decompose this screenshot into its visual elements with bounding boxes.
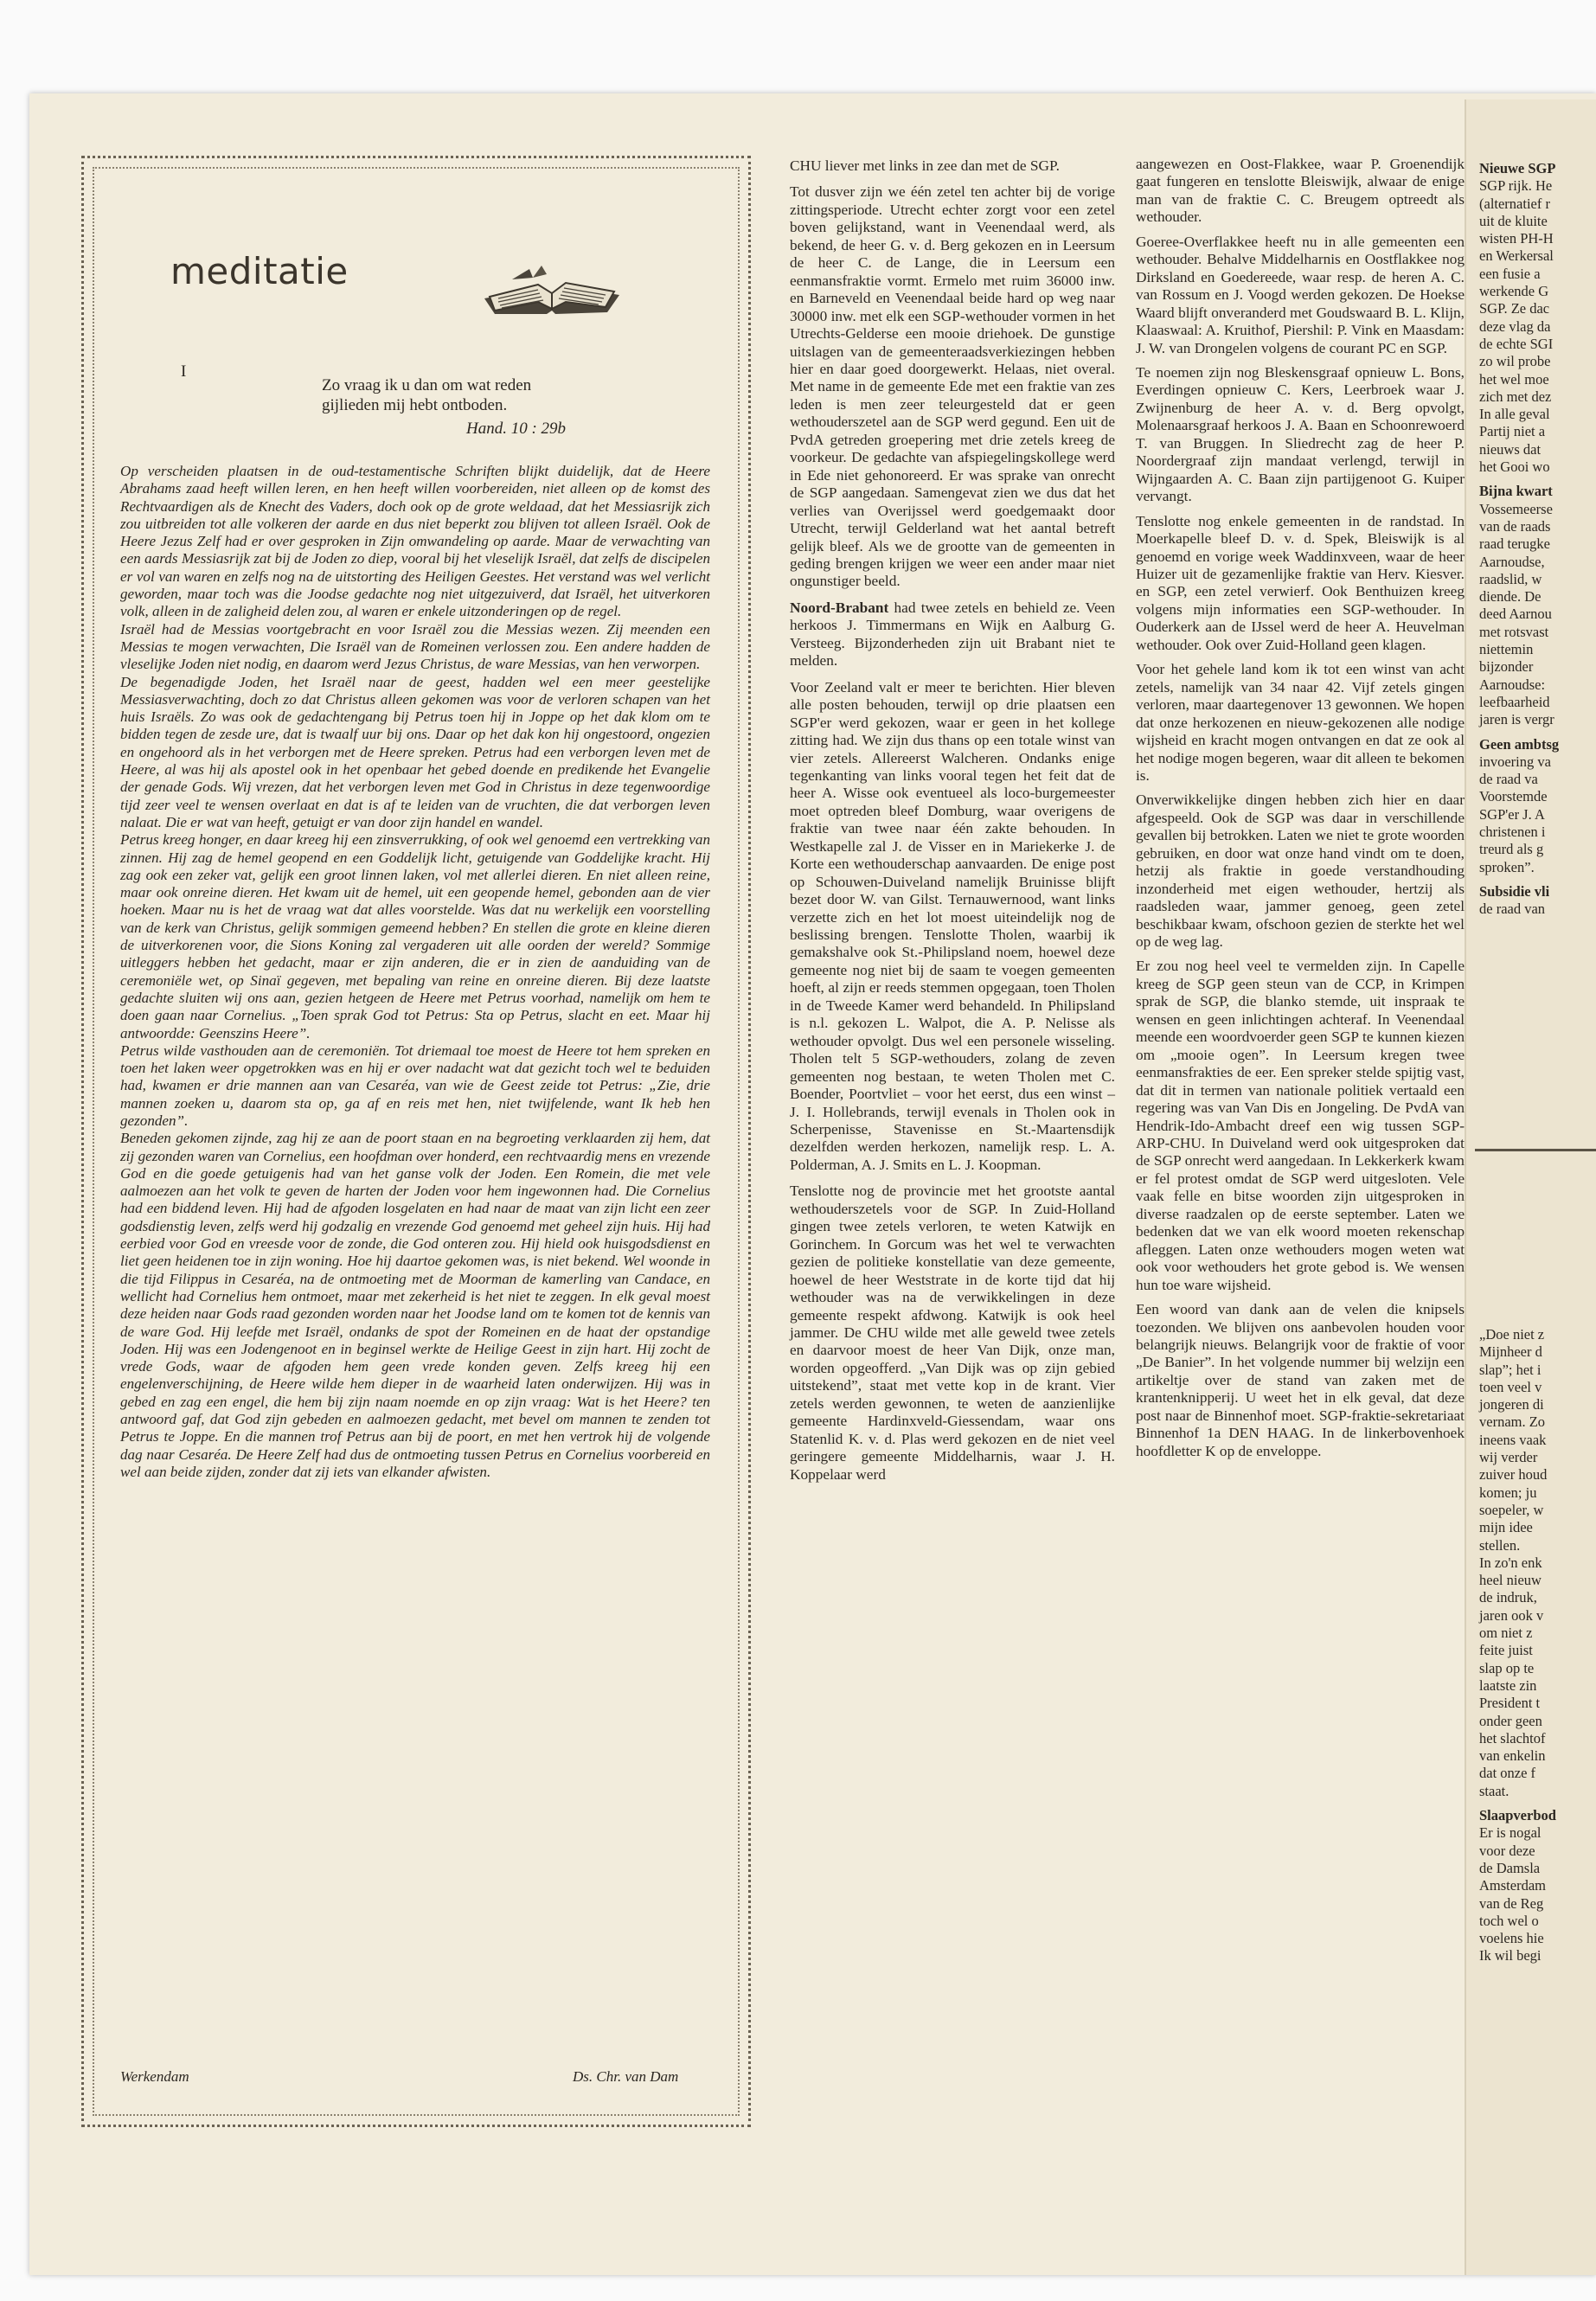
meditatie-author: Ds. Chr. van Dam: [573, 2068, 679, 2085]
meditatie-paragraph: Israël had de Messias voortgebracht en voor Israël zou die Messias wezen. Zij meenden een Messias te mogen verwachten, Die Israël van de Romeinen verlossen zou. Een andere hadden de vleselijke Joden niet nodig, en daarom werd Jezus Christus, de ware Messias, van hen verworpen.: [120, 620, 710, 673]
next-page-line: zo wil probe: [1479, 353, 1551, 370]
next-page-line: de raad van: [1479, 901, 1546, 918]
next-page-line: Slaapverbod: [1479, 1807, 1556, 1824]
next-page-line: van enkelin: [1479, 1747, 1546, 1765]
article-paragraph: Voor Zeeland valt er meer te berichten. Hier bleven alle posten behouden, terwijl op drie plaatsen een SGP'er werd gekozen, waar er geen in het kollege zitting had. We zijn dus thans op een totale winst van vier zetels. Allereerst Walcheren. Ondanks enige tegenkanting van links vooral tegen het feit dat de heer A. Wisse ook eventueel als loco-burgemeester moet optreden bleef Domburg, waar overigens de fraktie van twee naar één zakte behouden. In Westkapelle zal J. de Visser en in Mariekerke J. de Korte een wethouderschap aanvaarden. De enige post op Schouwen-Duiveland namelijk Bruinisse blijft bezet door W. van Gilst. Ternauwernood, want links verzette zich en het lot moest uiteindelijk nog de beslissing brengen. Tenslotte Tholen, waarbij ik gemakshalve ook St.-Philipsland noem, hoewel deze gemeente nog niet bij de saam te voegen gemeenten hoeft, al zijn er reeds stemmen opgegaan, toen Tholen in de Tweede Kamer werd behandeld. In Philipsland is n.l. gekozen L. Walpot, die A. P. Nelisse als wethouder opvolgt. Dus wel een personele wisseling. Tholen telt 5 SGP-wethouders, zolang de zeven gemeenten nog bestaan, te weten Tholen met C. Boender, Poortvliet – voor het eerst, dus een winst – J. I. Hollebrands, terwijl evenals in Tholen ook in Scherpenisse, Stavenisse en St.-Maartensdijk dezelfden werden herkozen, namelijk resp. L. A. Polderman, A. J. Smits en L. J. Koopman.: [790, 678, 1115, 1173]
next-page-line: wisten PH-H: [1479, 230, 1554, 247]
next-page-line: vernam. Zo: [1479, 1413, 1546, 1431]
next-page-line: van de Reg: [1479, 1894, 1544, 1912]
next-page-line: uit de kluite: [1479, 212, 1548, 229]
next-page-line: soepeler, w: [1479, 1501, 1544, 1518]
next-page-line: nieuws dat: [1479, 440, 1542, 458]
article-paragraph: Goeree-Overflakkee heeft nu in alle gemeenten een wethouder. Behalve Middelharnis en Oostflakkee nog Dirksland en Goedereede, waar resp. de heren A. C. van Rossum en J. Voogd werden gekozen. De Hoekse Waard blijft onveranderd met Goudswaard B. L. Klijn, Klaaswaal: A. Kruithof, Piershil: P. Vink en Maasdam: J. W. van Drongelen volgens de courant PC en SGP.: [1136, 233, 1465, 356]
next-page-line: stellen.: [1479, 1536, 1521, 1554]
article-column-1: [790, 157, 1115, 1492]
next-page-paragraph: [1479, 483, 1596, 728]
next-page-line: invoering va: [1479, 753, 1551, 770]
next-page-lower-text: [1479, 1326, 1596, 1972]
next-page-line: deed Aarnou: [1479, 606, 1552, 623]
article-paragraph: Onverwikkelijke dingen hebben zich hier en daar afgespeeld. Ook de SGP was daar in verschillende gevallen bij betrokken. Laten we niet te grote woorden gebruiken, en door wat onze hand vindt om te doen, hetzij als fraktie in goede verstandhouding inzonderheid met eigen wethouder, hertzij als raadsleden waar, jammer genoeg, geen zetel beschikbaar kwam, ofschoon gezien de sterkte het wel op de weg lag.: [1136, 792, 1465, 951]
meditatie-paragraph: Petrus wilde vasthouden aan de ceremoniën. Tot driemaal toe moest de Heere tot hem spreken en toen het laken weer opgetrokken was en hij er over nadacht wat dat gezicht toch wel te beduiden had, kwamen er drie mannen aan van Cesaréa, van wie de Geest zeide tot Petrus: „Zie, drie mannen zoeken u, daarom sta op, ga af en reis met hen, niet twijfelende, want Ik heb hen gezonden”.: [120, 1042, 710, 1129]
next-page-line: feite juist: [1479, 1642, 1533, 1659]
next-page-line: Partij niet a: [1479, 423, 1546, 440]
next-page-line: om niet z: [1479, 1625, 1533, 1642]
next-page-line: treurd als g: [1479, 841, 1544, 858]
next-page-line: SGP rijk. He: [1479, 177, 1553, 195]
article-paragraph: Tenslotte nog de provincie met het grootste aantal wethouderszetels voor de SGP. In Zuid-Holland gingen twee zetels verloren, te weten Katwijk en Gorinchem. In Gorcum was het wel te verwachten gezien de politieke konstellatie van deze gemeente, hoewel de heer Weststrate in de korte tijd dat hij wethouder was na de verwikkelingen in deze gemeente respekt afdwong. Katwijk is ook heel jammer. De CHU wilde met alle geweld twee zetels en daarvoor moest de heer Van Dijk, onze man, worden opgeofferd. „Van Dijk was op zijn gebied uitstekend”, staat met vette kop in de krant. Vier zetels werden gewonnen, te weten de aanzienlijke gemeente Hardinxveld-Giessendam, waar ons Statenlid K. v. d. Plas werd gekozen en de niet veel geringere gemeente Middelharnis, waar J. H. Koppelaar werd: [790, 1183, 1115, 1483]
article-paragraph: aangewezen en Oost-Flakkee, waar P. Groenendijk gaat fungeren en tenslotte Bleiswijk, alwaar de enige man van de fraktie C. C. Breugem optreedt als wethouder.: [1136, 156, 1465, 226]
next-page-line: zuiver houd: [1479, 1466, 1548, 1484]
bible-quote: Zo vraag ik u dan om wat reden gijlieden mij hebt ontboden.: [322, 376, 532, 414]
next-page-line: niettemin: [1479, 641, 1534, 658]
article-paragraph: CHU liever met links in zee dan met de SGP.: [790, 157, 1060, 174]
next-page-line: heel nieuw: [1479, 1572, 1542, 1589]
next-page-line: toen veel v: [1479, 1378, 1542, 1395]
next-page-line: en Werkersal: [1479, 247, 1554, 265]
next-page-line: In alle geval: [1479, 406, 1550, 423]
article-paragraph: Er zou nog heel veel te vermelden zijn. In Capelle kreeg de SGP geen steun van de CCP, in Krimpen sprak de SGP, die blanko stemde, uit inspraak te wensen en geen inlichtingen achteraf. In Veenendaal meende een woordvoerder geen SGP te kunnen kiezen om „mooie ogen”. In Leersum kregen twee eenmansfrakties de eer. Een spreker stelde spijtig vast, dat dit in termen van nationale politiek vertaald een regering was van Van Dis en Jongeling. De PvdA van Hendrik-Ido-Ambacht dreef een wig tussen SGP-ARP-CHU. In Duiveland werd ook uitgesproken dat de SGP onrecht werd aangedaan. In Lekkerkerk kwam er fel protest omdat de SGP werd uitgesloten. Vele vaak felle en bitse woorden zijn uitgesproken in diverse raadzalen op de eerste september. Laten we bedenken dat we van elk woord moeten rekenschap afleggen. Laten onze wethouders mogen weten wat ook voor wethouders het grote gebod is. We wensen hun toe ware wijsheid.: [1136, 958, 1465, 1293]
next-page-line: toch wel o: [1479, 1912, 1539, 1929]
next-page-line: zich met dez: [1479, 388, 1552, 405]
meditatie-box: [81, 156, 751, 2127]
article-paragraph: Voor het gehele land kom ik tot een winst van acht zetels, namelijk van 34 naar 42. Vijf zetels gingen verloren, maar daartegenover 13 gewonnen. We hopen dat onze herkozenen en nieuw-gekozenen alle nodige wijsheid en kracht mogen ontvangen en dat ze ook al het nodige mogen begeren, waar dit alleen te bekomen is.: [1136, 661, 1465, 784]
next-page-line: sproken”.: [1479, 858, 1535, 875]
article-paragraph: Noord-Brabant had twee zetels en behield ze. Veen herkoos J. Timmermans en Wijk en Aalburg G. Versteeg. Bijzonderheden zijn uit Brabant niet te melden.: [790, 599, 1115, 670]
open-book-icon: [478, 262, 626, 319]
article-paragraph: Tenslotte nog enkele gemeenten in de randstad. In Moerkapelle bleef D. v. d. Spek, Bleiswijk is al genoemd en vorige week Waddinxveen, waar de heer Huizer uit de gezamenlijke fraktie van Herv. Kiesver. en SGP, een zetel verwierf. Ook Benthuizen kreeg volgens mijn informaties een SGP-wethouder. In Ouderkerk aan de IJssel werd de heer A. Heuvelman wethouder. Ook over Zuid-Holland geen klagen.: [1136, 512, 1465, 653]
next-page-line: Er is nogal: [1479, 1824, 1542, 1842]
next-page-line: het Gooi wo: [1479, 458, 1550, 476]
next-page-line: de echte SGI: [1479, 335, 1554, 352]
next-page-line: raad terugke: [1479, 535, 1550, 553]
article-column-2: [1136, 156, 1465, 1467]
next-page-paragraph: [1479, 1326, 1596, 1800]
meditatie-paragraph: Beneden gekomen zijnde, zag hij ze aan de poort staan en na begroeting verklaarden zij hem, dat zij gezonden waren van Cornelius, een hoofdman over honderd, een rechtvaardig mens en vrezende God en die goede getuigenis had van het ganse volk der Joden. Een Romein, die met vele aalmoezen aan het volk te geven de harten der Joden voor hem ingewonnen had. Die Cornelius had een biddend leven. Hij had de afgoden losgelaten en had naar de maat van zijn licht een zeer godsdienstig leven, zelfs werd hij godzalig en vrezende God genoemd met geheel zijn huis. Hij had eerbied voor God en vreesde voor de zonde, die God onteren zou. Hij hield ook huisgodsdienst en liet geen heidenen toe in zijn woning. Hoe hij daartoe gekomen was, is niet bekend. Wel woonde in die tijd Filippus in Cesaréa, na de ontmoeting met de Moorman de kamerling van Candace, en wellicht had Cornelius hem ontmoet, maar met zekerheid is het niet te zeggen. In elk geval moest deze heiden naar Gods raad gezonden worden naar het Joodse land om te komen tot de kennis van de ware God. Hij leefde met Israël, ondanks de spot der Romeinen en de haat der opstandige Joden. Hij was een Jodengenoot en in beginsel werkte de Heilige Geest in zijn hart. Hij zocht de vrede Gods, waar de afgoden hem geen vrede konden geven. Zelfs kreeg hij een engelenverschijning, de Heere wilde hem dieper in de waarheid laten onderwijzen. Hij was in gebed en zag een engel, die hem bij zijn naam noemde en op zijn vraag: Wat is het Heere? ten antwoord gaf, dat God zijn gebeden en aalmoezen gedacht, met bevel om mannen te zenden tot Petrus te Joppe. En die mannen trof Petrus aan bij de poort, en met hen vertrok hij de volgende dag naar Cesaréa. De Heere Zelf had dus de ontmoeting tussen Petrus en Cornelius voorbereid en wel aan beide zijden, zonder dat zij iets van elkander afwisten.: [120, 1130, 710, 1480]
next-page-line: Aarnoudse,: [1479, 553, 1545, 570]
next-page-line: mijn idee: [1479, 1519, 1533, 1536]
next-page-line: President t: [1479, 1695, 1541, 1712]
next-page-line: Aarnoudse:: [1479, 676, 1546, 693]
meditatie-title: meditatie: [170, 250, 349, 292]
next-page-line: Amsterdam: [1479, 1877, 1546, 1894]
section-number: I: [181, 362, 187, 381]
next-page-line: slap op te: [1479, 1659, 1535, 1676]
next-page-line: ineens vaak: [1479, 1431, 1547, 1448]
next-page-line: Subsidie vli: [1479, 882, 1550, 900]
next-page-line: In zo'n enk: [1479, 1554, 1542, 1571]
bible-reference: Hand. 10 : 29b: [466, 420, 567, 438]
next-page-line: christenen i: [1479, 823, 1546, 840]
next-page-line: staat.: [1479, 1782, 1509, 1799]
next-page-line: de Damsla: [1479, 1859, 1541, 1876]
next-page-line: leefbaarheid: [1479, 693, 1550, 710]
next-page-edge: [1465, 99, 1596, 2275]
next-page-line: het wel moe: [1479, 370, 1549, 388]
meditatie-body: [120, 463, 710, 1481]
next-page-divider: [1475, 1149, 1596, 1151]
next-page-line: jongeren di: [1479, 1396, 1544, 1413]
next-page-line: (alternatief r: [1479, 195, 1550, 212]
next-page-line: voelens hie: [1479, 1930, 1544, 1947]
next-page-line: laatste zin: [1479, 1676, 1537, 1694]
next-page-line: een fusie a: [1479, 265, 1541, 282]
next-page-line: SGP. Ze dac: [1479, 300, 1550, 317]
next-page-line: wij verder: [1479, 1449, 1538, 1466]
next-page-line: dat onze f: [1479, 1765, 1536, 1782]
meditatie-paragraph: Op verscheiden plaatsen in de oud-testamentische Schriften blijkt duidelijk, dat de Heere Abrahams zaad heeft willen leren, en hen heeft willen voorbereiden, niet alleen op de komst des Rechtvaardigen als de Knecht des Vaders, doch ook op de grote weldaad, dat het Messiasrijk zich zou uitbreiden tot alle volkeren der aarde en dus niet beperkt zou blijven tot alleen Israël. Ook de Heere Jezus Zelf had er over gesproken in Zijn omwandeling op aarde. Maar de verwachting van een aards Messiasrijk zat bij de Joden zo diep, vooral bij het vleselijk Israël, dat zelfs de discipelen er vol van waren en zelfs nog na de uitstorting des Heiligen Geestes. Het verstand was wel verlicht geworden, maar toch was die Joodse gedachte nog niet uitgezuiverd, dat Israël, het uitverkoren volk, alleen in de zaligheid delen zou, al waren er enkele uitzonderingen op de regel.: [120, 463, 710, 620]
next-page-line: Vossemeerse: [1479, 500, 1553, 517]
next-page-line: met rotsvast: [1479, 623, 1549, 640]
next-page-line: het slachtof: [1479, 1729, 1546, 1747]
next-page-line: jaren is vergr: [1479, 711, 1554, 728]
next-page-line: de raad va: [1479, 771, 1538, 788]
next-page-line: van de raads: [1479, 517, 1551, 535]
region-heading: Noord-Brabant: [790, 599, 889, 616]
next-page-line: komen; ju: [1479, 1484, 1537, 1501]
next-page-line: slap”; het i: [1479, 1361, 1542, 1378]
article-paragraph: Een woord van dank aan de velen die knipsels toezonden. We blijven ons aanbevolen houden voor belangrijk nieuws. Belangrijk voor de fraktie of voor „De Banier”. In het volgende nummer bij welzijn een artikeltje over de stand van zaken met de krantenknipperij. U weet het in elk geval, dat deze post naar de Binnenhof moet. SGP-fraktie-sekretariaat Binnenhof 1a DEN HAAG. In de linkerbovenhoek hoofdletter K op de enveloppe.: [1136, 1301, 1465, 1459]
next-page-line: Voorstemde: [1479, 788, 1548, 805]
next-page-line: Bijna kwart: [1479, 483, 1553, 500]
next-page-line: raadslid, w: [1479, 570, 1542, 587]
meditatie-place: Werkendam: [120, 2068, 189, 2085]
next-page-line: diende. De: [1479, 588, 1542, 606]
meditatie-paragraph: De begenadigde Joden, het Israël naar de geest, hadden wel een meer geestelijke Messiasverwachting, doch zo dat Christus alleen gekomen was voor de verloren schapen van het huis Israëls. Zo was ook de gedachtengang bij Petrus toen hij in Joppe op het dak klom om te bidden tegen de zesde ure, dat is twaalf uur bij ons. Daar op het dak kon hij ongestoord, ongezien en ongehoord als in het verborgen met de Heere spreken. Petrus had een verborgen leven met de Heere, al was hij als apostel ook in het openbaar het gebed doende en predikende het Evangelie der genade Gods. Wij vrezen, dat het verborgen leven met God in Christus in deze tegenwoordige tijd zeer veel te wensen overlaat en dat is af te leiden van de vruchten, die dat verborgen leven nalaat. Die er wat van heeft, getuigt er van door zijn handel en wandel.: [120, 673, 710, 830]
next-page-line: Geen ambtsg: [1479, 735, 1560, 753]
next-page-line: onder geen: [1479, 1712, 1542, 1729]
next-page-paragraph: [1479, 160, 1596, 476]
next-page-line: de indruk,: [1479, 1589, 1537, 1606]
next-page-paragraph: [1479, 883, 1596, 919]
next-page-line: Mijnheer d: [1479, 1343, 1542, 1361]
next-page-line: SGP'er J. A: [1479, 805, 1545, 823]
next-page-paragraph: [1479, 1807, 1596, 1965]
article-paragraph: Te noemen zijn nog Bleskensgraaf opnieuw L. Bons, Everdingen opnieuw C. Kers, Leerbroek waar J. Zwijnenburg de heer A. v. d. Berg opvolgt, Molenaarsgraaf herkoos J. A. Baan en Schoonrewoerd T. van Bruggen. In Sliedrecht zag de heer P. Noordergraaf zijn mandaat verlengd, terwijl in Wijngaarden A. C. Baan zijn partijgenoot G. Kuiper vervangt.: [1136, 363, 1465, 505]
meditatie-paragraph: Petrus kreeg honger, en daar kreeg hij een zinsverrukking, of ook wel genoemd een vertrekking van zinnen. Hij zag de hemel geopend en een Goddelijk licht, getuigende van Goddelijke kracht. Hij zag ook een zeker vat, gelijk een groot linnen laken, vol met allerlei dieren. En niet alleen reine, maar ook onreine dieren. Het kwam uit de hemel, uit een geopende hemel, gebonden aan de vier hoeken. Maar nu is het de vraag wat dat alles voorstelde. Was dat nu werkelijk een voorstelling van de kerk van Christus, gelijk sommigen gemeend hebben? En stellen die grote en kleine dieren de uitverkorenen voor, die Sions Koning zal vergaderen uit alle oorden der wereld? Sommige uitleggers hebben het gedacht, maar er zijn anderen, die er in zien de aanduiding van de ceremoniële wet, op Sinaï gegeven, met bepaling van reine en onreine dieren. Bij deze laatste gedachte sluiten wij ons aan, gezien hetgeen de Heere met Petrus voorhad, namelijk om hem te doen gaan naar Cornelius. „Toen sprak God tot Petrus: Sta op Petrus, slacht en eet. Maar hij antwoordde: Geenszins Heere”.: [120, 831, 710, 1042]
next-page-upper-text: [1479, 160, 1596, 925]
next-page-line: Ik wil begi: [1479, 1947, 1542, 1965]
next-page-line: werkende G: [1479, 283, 1549, 300]
next-page-line: voor deze: [1479, 1842, 1535, 1859]
next-page-line: bijzonder: [1479, 658, 1534, 676]
next-page-line: „Doe niet z: [1479, 1326, 1545, 1343]
next-page-line: Nieuwe SGP: [1479, 160, 1556, 176]
article-paragraph: Tot dusver zijn we één zetel ten achter bij de vorige zittingsperiode. Utrecht echter zorgt voor een zetel boven gelijkstand, want in Veenendaal werd, als bekend, de heer G. v. d. Berg gekozen en in Leersum de heer C. de Lange, die in Leersum een eenmansfraktie vormt. Ermelo met ruim 36000 inw. en Barneveld en Veenendaal beide hard op weg naar 30000 inw. met elk een SGP-wethouder vormen in het Utrechts-Gelderse een mooie driehoek. De gunstige uitslagen van de gemeenteraadsverkiezingen hebben hier en daar goed doorgewerkt. Helaas, niet overal. Met name in de gemeente Ede met een fraktie van zes leden is men zeer teleurgesteld dat er geen wethouderszetel aan de SGP werd gegund. Een uit de PvdA getreden groepering met drie zetels kreeg de voorkeur. De gedachte van afspiegelingskollege werd in Ede niet gehonoreerd. Er was sprake van onrecht de SGP aangedaan. Samengevat zien we dus dat het verlies van Overijssel werd goedgemaakt door Utrecht, terwijl Gelderland wat het aantal betreft gelijk bleef. Als we de grootte van de gemeenten in geding brengen krijgen we weer een ander maar niet ongunstiger beeld.: [790, 183, 1115, 590]
next-page-paragraph: [1479, 736, 1596, 876]
next-page-line: deze vlag da: [1479, 317, 1551, 335]
next-page-line: jaren ook v: [1479, 1606, 1544, 1624]
